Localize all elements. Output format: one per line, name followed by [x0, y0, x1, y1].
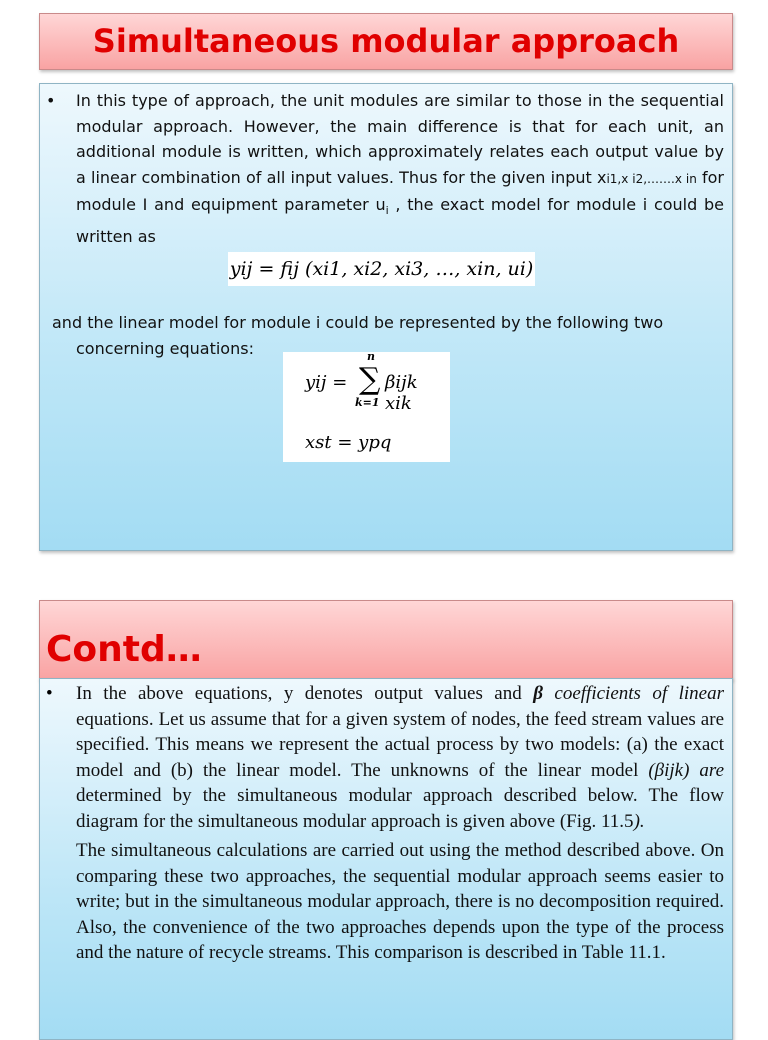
equation2-lhs: yij =: [305, 372, 348, 393]
slide2-paragraph2: The simultaneous calculations are carried out using the method described above. On comparing these two approaches, the sequential modular approach seems easier to write; but in the simultaneous modular approach, there is no decomposition required. Also, the convenience of the two approaches depends upon the type of the process and the nature of recycle streams. This comparison is described in Table 11.1.: [76, 840, 724, 963]
slide1-title-bar: [39, 13, 733, 70]
equation3: xst = ypq: [305, 432, 392, 453]
bullet-icon: •: [46, 683, 53, 704]
slide2-title-bar: [39, 600, 733, 680]
slide1-title: Simultaneous modular approach: [92, 22, 680, 60]
sum-lower-limit: k=1: [355, 396, 380, 409]
inputs-subscript-text: i1,x i2,…….x in: [606, 171, 697, 186]
slide1-paragraph2: and the linear model for module i could be represented by the following two concerning equations:: [52, 313, 664, 358]
slide1-content-box: [39, 83, 733, 551]
slide2-paragraph1: In the above equations, y denotes output values and β coefficients of linear equations. Let us assume that for a given system of nodes, the feed stream values are specified. This means we represent the actual process by two models: (a) the exact model and (b) the linear model. The unknowns of the linear model (βijk) are determined by the simultaneous modular approach described below. The flow diagram for the simultaneous modular approach is given above (Fig. 11.5).: [76, 683, 725, 832]
equation2-rhs: βijk xik: [385, 372, 418, 414]
sum-upper-limit: n: [367, 350, 375, 363]
slide2-text: [76, 681, 724, 970]
exact-model-equation: yij = fij (xi1, xi2, xi3, …, xin, ui): [228, 252, 535, 286]
summation-icon: ∑: [359, 362, 381, 397]
bullet-icon: •: [46, 91, 56, 110]
slide2-title: Contd…: [46, 629, 202, 670]
slide2-content-box: [39, 678, 733, 1040]
linear-model-equations: [283, 352, 450, 462]
slide1-paragraph1: In this type of approach, the unit modules are similar to those in the sequential modular approach. However, the main difference is that for each unit, an additional module is written, which approximately relates each output value by a linear combination of all input values. Thus for the given input xi1,x i2,…….x in for module I and equipment parameter $u_i$ , the exact model for module i could be written as: [76, 91, 725, 246]
